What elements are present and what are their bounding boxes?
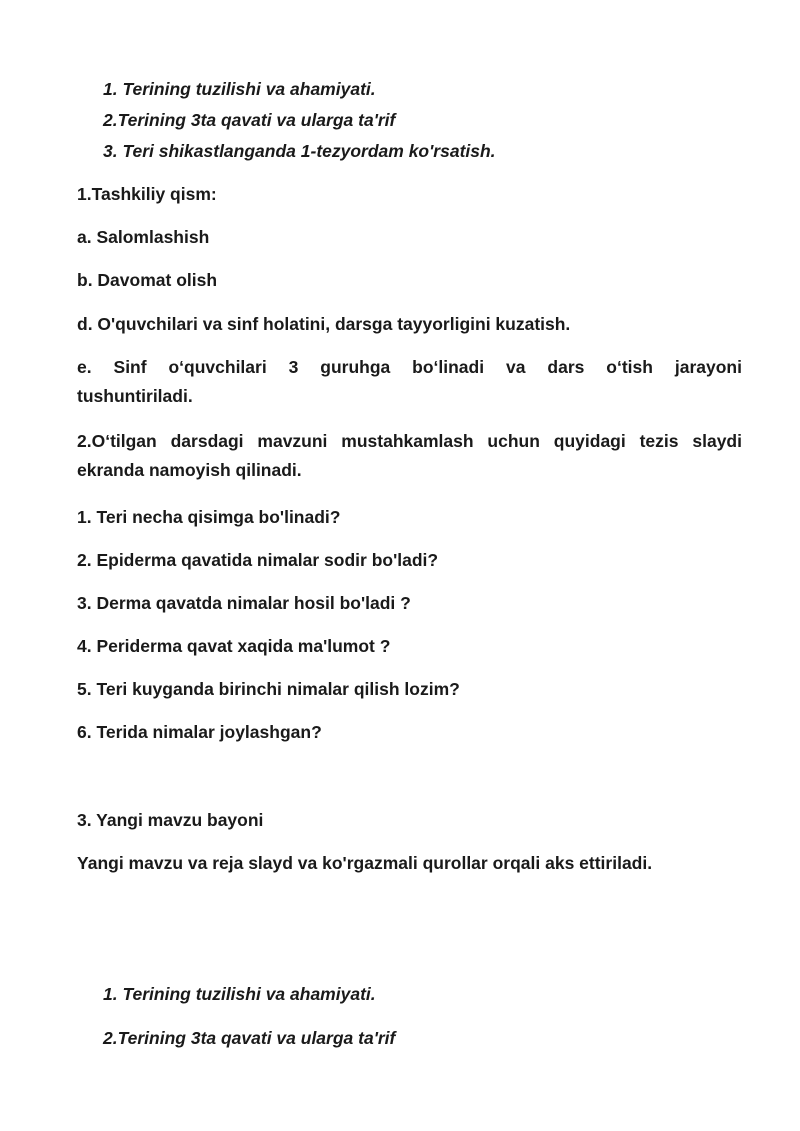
question-3: 3. Derma qavatda nimalar hosil bo'ladi ? [77,593,411,613]
question-5: 5. Teri kuyganda birinchi nimalar qilish lozim? [77,679,460,699]
question-2: 2. Epiderma qavatida nimalar sodir bo'ladi? [77,550,439,570]
section2-intro: 2.O‘tilgan darsdagi mavzuni mustahkamlash uchun quyidagi tezis slaydi ekranda namoyish qilinadi. [77,431,742,480]
plan-item-2: 2.Terining 3ta qavati va ularga ta'rif [103,110,396,130]
word: bo‘linadi [412,357,485,377]
section1-item-e-line2: tushuntiriladi. [77,386,193,406]
plan-item-1: 1. Terining tuzilishi va ahamiyati. [103,79,376,99]
question-1: 1. Teri necha qisimga bo'linadi? [77,507,341,527]
word: Sinf [113,357,147,377]
word: o‘quvchilari [168,357,267,377]
section1-item-a: a. Salomlashish [77,227,210,247]
section1-heading: 1.Tashkiliy qism: [77,184,217,204]
section3-heading: 3. Yangi mavzu bayoni [77,810,264,830]
word: va [506,357,526,377]
plan-item-3: 3. Teri shikastlanganda 1-tezyordam ko'rsatish. [103,141,496,161]
question-6: 6. Terida nimalar joylashgan? [77,722,322,742]
word: guruhga [320,357,391,377]
word: o‘tish [606,357,653,377]
word: jarayoni [674,357,742,377]
section3-text: Yangi mavzu va reja slayd va ko'rgazmali qurollar orqali aks ettiriladi. [77,853,653,873]
section1-item-b: b. Davomat olish [77,270,218,290]
section1-item-d: d. O'quvchilari va sinf holatini, darsga tayyorligini kuzatish. [77,314,571,334]
section1-item-e-line1 [77,353,742,382]
section1-item-e [77,353,742,411]
plan-bottom-item-2: 2.Terining 3ta qavati va ularga ta'rif [103,1028,396,1048]
word: e. [77,357,92,377]
word: 3 [288,357,299,377]
question-4: 4. Periderma qavat xaqida ma'lumot ? [77,636,391,656]
word: dars [547,357,585,377]
plan-bottom-item-1: 1. Terining tuzilishi va ahamiyati. [103,984,376,1004]
